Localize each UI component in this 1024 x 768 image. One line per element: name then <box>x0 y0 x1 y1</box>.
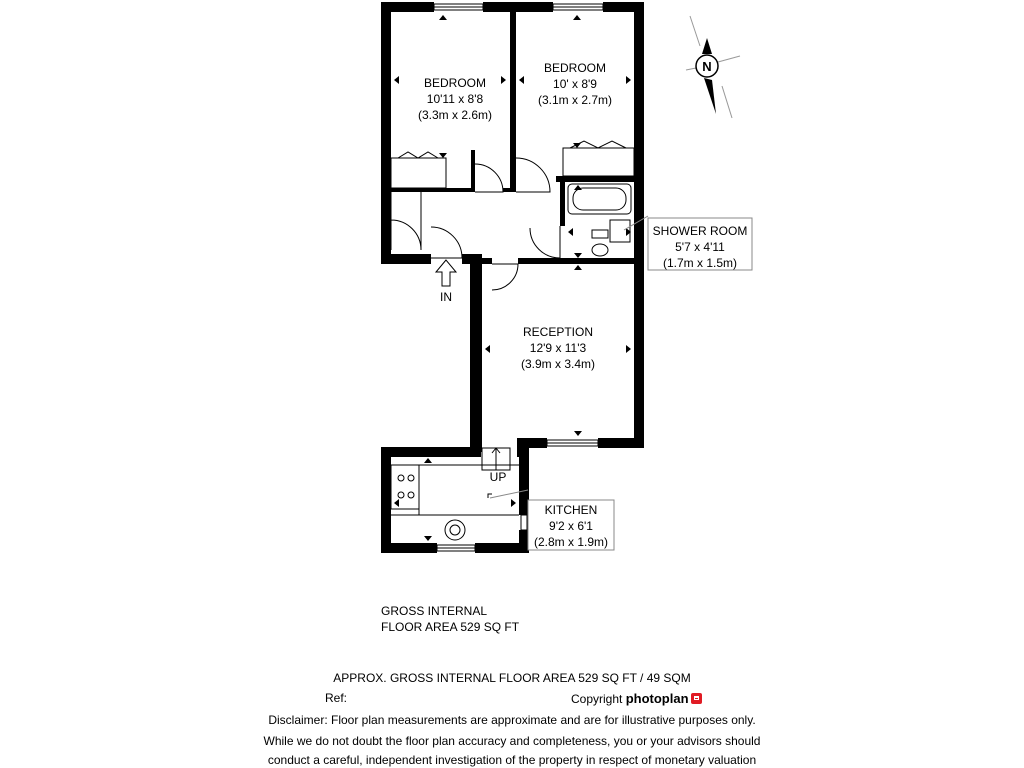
approx-area-line: APPROX. GROSS INTERNAL FLOOR AREA 529 SQ FT / 49 SQM <box>333 671 691 685</box>
room-metric: (3.9m x 3.4m) <box>520 357 596 371</box>
room-name: RECEPTION <box>522 325 594 339</box>
room-imperial: 10'11 x 8'8 <box>426 92 484 106</box>
brand-prefix: photo <box>625 691 662 706</box>
room-reception <box>521 325 595 371</box>
room-bedroom-2 <box>538 61 612 107</box>
room-metric: (1.7m x 1.5m) <box>662 256 738 270</box>
area-line-2: FLOOR AREA 529 SQ FT <box>381 620 520 634</box>
disclaimer-line-2: While we do not doubt the floor plan accuracy and completeness, you or your advisors should <box>263 734 761 748</box>
room-name: SHOWER ROOM <box>652 224 748 238</box>
copyright-row <box>0 691 1024 709</box>
room-metric: (3.3m x 2.6m) <box>417 108 493 122</box>
room-name: BEDROOM <box>423 76 487 90</box>
disclaimer-line-3: conduct a careful, independent investigation of the property in respect of monetary valuation <box>267 753 757 767</box>
copyright <box>571 691 702 706</box>
copyright-text: Copyright <box>571 692 623 706</box>
room-imperial: 5'7 x 4'11 <box>675 240 725 254</box>
compass-needle-south <box>704 78 716 114</box>
disclaimer-line-1: Disclaimer: Floor plan measurements are approximate and are for illustrative purposes only. <box>268 713 756 727</box>
room-imperial: 9'2 x 6'1 <box>549 519 593 533</box>
room-name: KITCHEN <box>544 503 598 517</box>
area-line-1: GROSS INTERNAL <box>381 604 488 618</box>
photoplan-logo <box>626 691 689 706</box>
stairs-label: UP <box>489 470 507 484</box>
photoplan-badge-icon <box>691 693 702 704</box>
room-bedroom-1 <box>418 76 492 122</box>
brand-suffix: plan <box>661 691 689 706</box>
room-metric: (2.8m x 1.9m) <box>533 535 609 549</box>
compass-needle-north <box>702 38 712 54</box>
entrance-label: IN <box>440 290 452 304</box>
ref-label: Ref: <box>325 691 348 705</box>
room-metric: (3.1m x 2.7m) <box>537 93 613 107</box>
room-imperial: 12'9 x 11'3 <box>529 341 587 355</box>
room-name: BEDROOM <box>543 61 607 75</box>
room-imperial: 10' x 8'9 <box>553 77 597 91</box>
compass-north-label: N <box>702 59 712 74</box>
compass <box>686 16 740 118</box>
walls <box>381 2 644 553</box>
